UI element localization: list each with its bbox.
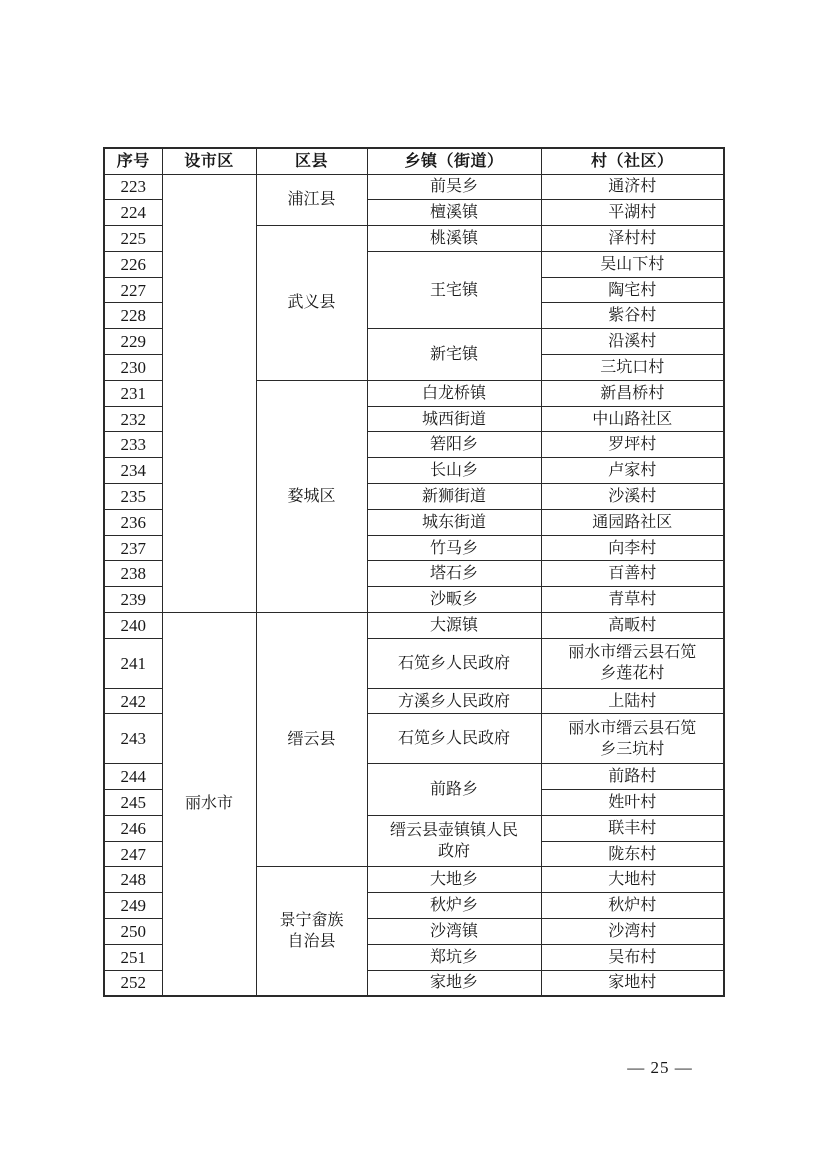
region-village-table	[103, 147, 725, 997]
village-cell: 吴山下村	[541, 251, 724, 277]
seq-cell: 242	[104, 688, 162, 714]
township-cell: 桃溪镇	[367, 226, 541, 252]
village-cell: 陇东村	[541, 841, 724, 867]
county-cell: 缙云县	[256, 613, 367, 867]
township-cell: 大源镇	[367, 613, 541, 639]
village-cell: 丽水市缙云县石笕 乡三坑村	[541, 714, 724, 764]
township-cell: 秋炉乡	[367, 893, 541, 919]
county-cell: 浦江县	[256, 174, 367, 226]
village-cell: 姓叶村	[541, 790, 724, 816]
village-cell: 联丰村	[541, 815, 724, 841]
seq-cell: 243	[104, 714, 162, 764]
seq-cell: 230	[104, 355, 162, 381]
seq-cell: 226	[104, 251, 162, 277]
header-village: 村（社区）	[541, 148, 724, 174]
seq-cell: 248	[104, 867, 162, 893]
village-cell: 沙溪村	[541, 484, 724, 510]
seq-cell: 231	[104, 380, 162, 406]
seq-cell: 241	[104, 638, 162, 688]
village-cell: 卢家村	[541, 458, 724, 484]
township-cell: 缙云县壶镇镇人民 政府	[367, 815, 541, 867]
seq-cell: 234	[104, 458, 162, 484]
village-cell: 高畈村	[541, 613, 724, 639]
page-number: — 25 —	[627, 1058, 693, 1077]
township-cell: 王宅镇	[367, 251, 541, 328]
seq-cell: 237	[104, 535, 162, 561]
village-cell: 中山路社区	[541, 406, 724, 432]
village-cell: 秋炉村	[541, 893, 724, 919]
seq-cell: 235	[104, 484, 162, 510]
seq-cell: 236	[104, 509, 162, 535]
seq-cell: 233	[104, 432, 162, 458]
seq-cell: 252	[104, 970, 162, 996]
township-cell: 方溪乡人民政府	[367, 688, 541, 714]
seq-cell: 239	[104, 587, 162, 613]
seq-cell: 225	[104, 226, 162, 252]
township-cell: 大地乡	[367, 867, 541, 893]
seq-cell: 246	[104, 815, 162, 841]
city-cell: 丽水市	[162, 613, 256, 996]
village-cell: 上陆村	[541, 688, 724, 714]
village-cell: 泽村村	[541, 226, 724, 252]
township-cell: 沙湾镇	[367, 919, 541, 945]
village-cell: 沙湾村	[541, 919, 724, 945]
township-cell: 白龙桥镇	[367, 380, 541, 406]
township-cell: 沙畈乡	[367, 587, 541, 613]
seq-cell: 223	[104, 174, 162, 200]
village-cell: 前路村	[541, 764, 724, 790]
table-row	[104, 613, 724, 639]
header-township: 乡镇（街道）	[367, 148, 541, 174]
township-cell: 前路乡	[367, 764, 541, 816]
township-cell: 城西街道	[367, 406, 541, 432]
village-cell: 通济村	[541, 174, 724, 200]
seq-cell: 238	[104, 561, 162, 587]
village-cell: 新昌桥村	[541, 380, 724, 406]
township-cell: 石笕乡人民政府	[367, 714, 541, 764]
township-cell: 家地乡	[367, 970, 541, 996]
village-cell: 陶宅村	[541, 277, 724, 303]
header-seq: 序号	[104, 148, 162, 174]
county-cell: 景宁畲族 自治县	[256, 867, 367, 996]
header-county: 区县	[256, 148, 367, 174]
township-cell: 石笕乡人民政府	[367, 638, 541, 688]
village-cell: 平湖村	[541, 200, 724, 226]
header-row	[104, 148, 724, 174]
county-cell: 婺城区	[256, 380, 367, 612]
header-city: 设市区	[162, 148, 256, 174]
village-cell: 丽水市缙云县石笕 乡莲花村	[541, 638, 724, 688]
city-cell	[162, 174, 256, 613]
seq-cell: 228	[104, 303, 162, 329]
township-cell: 郑坑乡	[367, 944, 541, 970]
village-cell: 吴布村	[541, 944, 724, 970]
village-cell: 青草村	[541, 587, 724, 613]
village-cell: 百善村	[541, 561, 724, 587]
seq-cell: 232	[104, 406, 162, 432]
village-cell: 紫谷村	[541, 303, 724, 329]
village-cell: 家地村	[541, 970, 724, 996]
seq-cell: 250	[104, 919, 162, 945]
township-cell: 箬阳乡	[367, 432, 541, 458]
township-cell: 竹马乡	[367, 535, 541, 561]
township-cell: 新狮街道	[367, 484, 541, 510]
seq-cell: 249	[104, 893, 162, 919]
seq-cell: 224	[104, 200, 162, 226]
village-cell: 通园路社区	[541, 509, 724, 535]
seq-cell: 247	[104, 841, 162, 867]
county-cell: 武义县	[256, 226, 367, 381]
village-cell: 罗坪村	[541, 432, 724, 458]
village-cell: 沿溪村	[541, 329, 724, 355]
seq-cell: 240	[104, 613, 162, 639]
township-cell: 新宅镇	[367, 329, 541, 381]
township-cell: 前吴乡	[367, 174, 541, 200]
seq-cell: 229	[104, 329, 162, 355]
seq-cell: 227	[104, 277, 162, 303]
village-cell: 大地村	[541, 867, 724, 893]
seq-cell: 251	[104, 944, 162, 970]
township-cell: 塔石乡	[367, 561, 541, 587]
township-cell: 檀溪镇	[367, 200, 541, 226]
village-cell: 向李村	[541, 535, 724, 561]
township-cell: 城东街道	[367, 509, 541, 535]
village-cell: 三坑口村	[541, 355, 724, 381]
seq-cell: 245	[104, 790, 162, 816]
seq-cell: 244	[104, 764, 162, 790]
township-cell: 长山乡	[367, 458, 541, 484]
table-row	[104, 174, 724, 200]
